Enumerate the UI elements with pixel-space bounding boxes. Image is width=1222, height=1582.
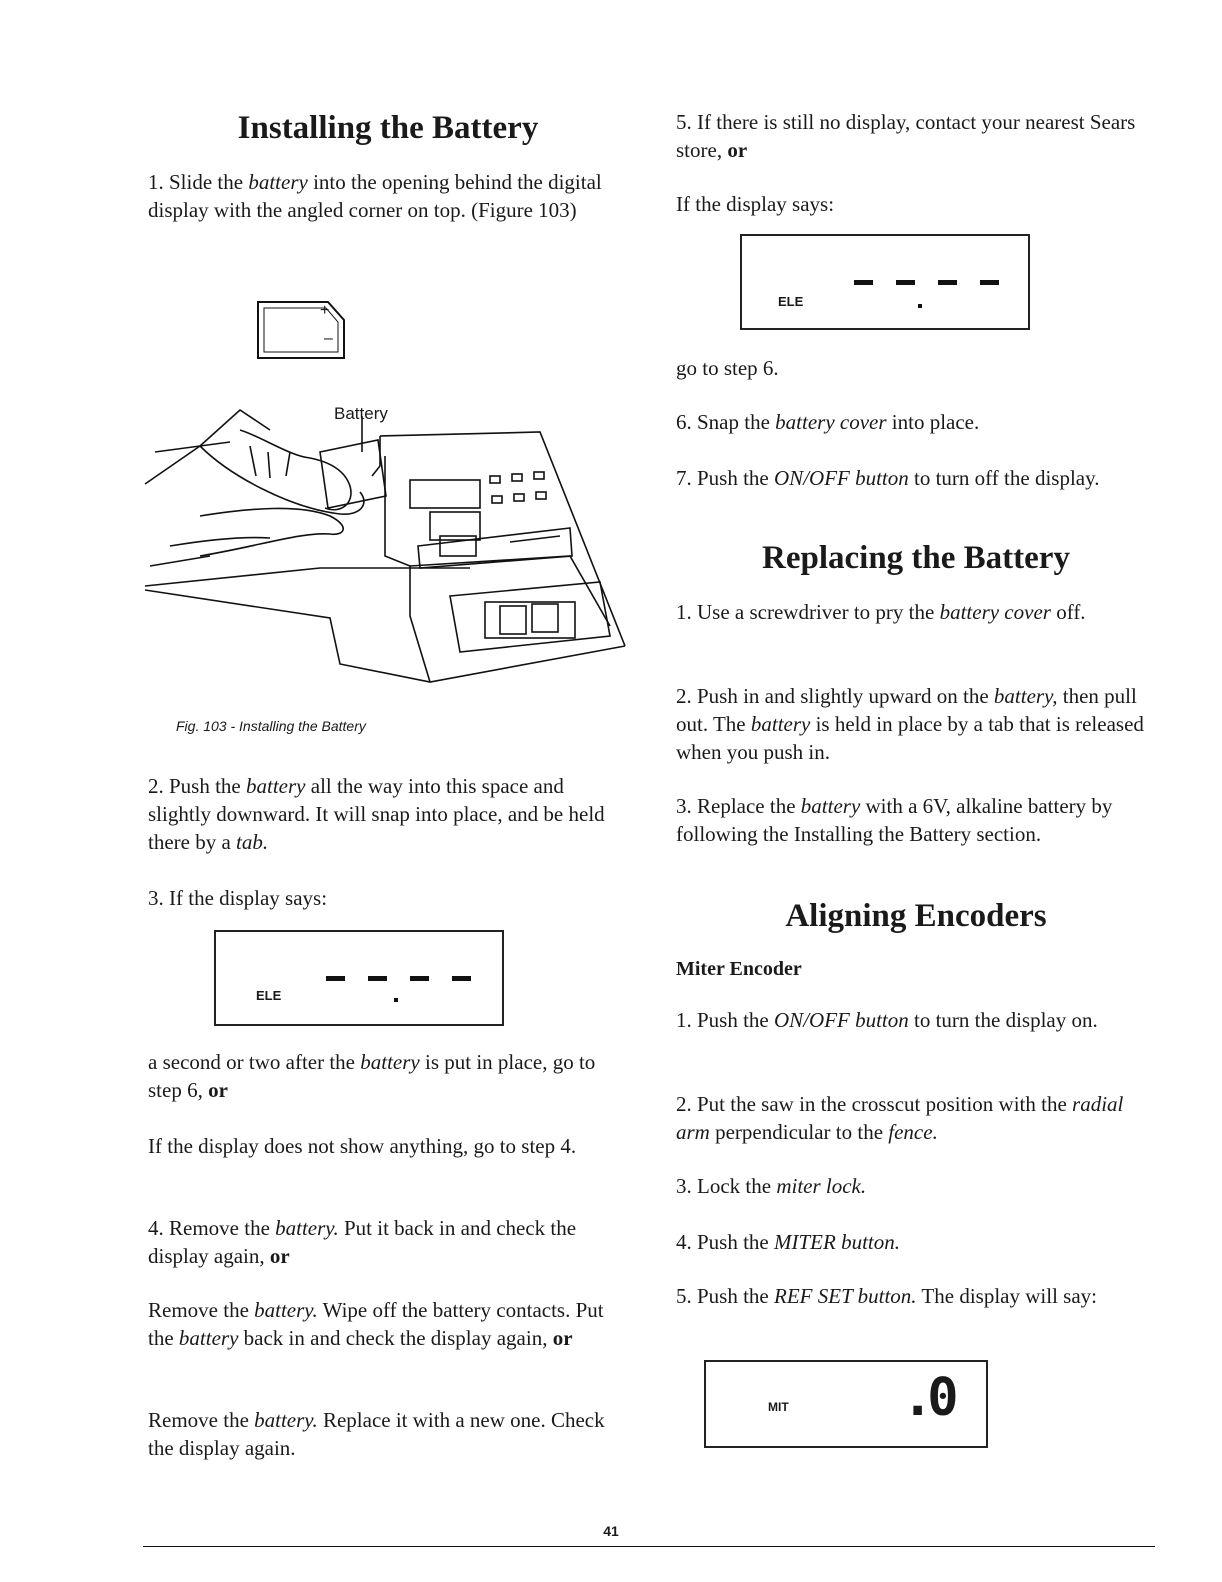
text-italic: battery <box>246 774 306 798</box>
text: with a 6V, alkaline battery by following the Installing the Battery section. <box>676 794 1113 846</box>
text: Remove the <box>148 1298 255 1322</box>
section-title-aligning: Aligning Encoders <box>785 898 1047 934</box>
lcd-mode-label: ELE <box>256 988 282 1003</box>
install-step-5 <box>676 108 1156 164</box>
text-bold: or <box>208 1078 228 1102</box>
after-insert-text <box>148 1048 620 1104</box>
replace-step-2 <box>676 682 1156 766</box>
align-step-2 <box>676 1090 1156 1146</box>
lcd-value: .0 <box>902 1368 953 1428</box>
text: into place. <box>886 410 980 434</box>
text: is held in place by a tab that is released when you push in. <box>676 712 1144 764</box>
battery-plus-label: + <box>320 302 330 319</box>
lcd-mode-label: MIT <box>768 1400 789 1414</box>
text: 7. Push the <box>676 466 775 490</box>
text: Wipe off the battery contacts. Put the <box>148 1298 604 1350</box>
text-bold: or <box>552 1326 573 1350</box>
text-bold: or <box>269 1244 290 1268</box>
text-italic: battery <box>360 1050 420 1074</box>
lcd-dash <box>368 976 387 981</box>
lcd-display-mit <box>704 1360 988 1448</box>
figure-103 <box>140 396 630 690</box>
remove-replace-text <box>148 1406 620 1462</box>
align-step-3 <box>676 1172 1156 1200</box>
lcd-dash <box>452 976 471 981</box>
text-bold: or <box>727 138 748 162</box>
text-italic: REF SET button. <box>774 1284 917 1308</box>
text-italic: battery <box>178 1326 239 1350</box>
install-step-2 <box>148 772 620 856</box>
text: into the opening behind the digital display with the angled corner on top. (Figure 103) <box>148 170 602 222</box>
section-title-replacing: Replacing the Battery <box>762 540 1070 576</box>
lcd-dash <box>938 280 957 285</box>
text: then pull out. The <box>676 684 1137 736</box>
battery-minus-label: – <box>324 330 333 347</box>
lcd-dash <box>980 280 999 285</box>
text-italic: fence. <box>888 1120 938 1144</box>
text: 2. Push in and slightly upward on the <box>676 684 994 708</box>
text: back in and check the display again, <box>238 1326 553 1350</box>
text: 6. Snap the <box>676 410 776 434</box>
text-italic: battery cover <box>775 410 887 434</box>
install-step-3: 3. If the display says: <box>148 886 328 910</box>
text: to turn the display on. <box>908 1008 1098 1032</box>
text: 5. If there is still no display, contact your nearest Sears store, <box>676 110 1136 162</box>
text-italic: radial arm <box>676 1092 1124 1144</box>
text: all the way into this space and slightly downward. It will snap into place, and be held there by a <box>148 774 605 854</box>
battery-icon <box>250 298 350 362</box>
lcd-display-ele-2 <box>740 234 1030 330</box>
lcd-display-ele <box>214 930 504 1026</box>
align-step-5 <box>676 1282 1156 1310</box>
lcd-dash <box>896 280 915 285</box>
battery-illustration <box>250 298 350 362</box>
text: 4. Push the <box>676 1230 775 1254</box>
text: is put in place, go to step 6, <box>148 1050 596 1102</box>
lcd-dash <box>326 976 345 981</box>
text-italic: miter lock. <box>776 1174 867 1198</box>
text-italic: MITER button. <box>774 1230 901 1254</box>
lcd-decimal-dot <box>394 998 398 1002</box>
text: Replace it with a new one. Check the display again. <box>148 1408 605 1460</box>
text: 1. Slide the <box>148 170 249 194</box>
text: to turn off the display. <box>908 466 1100 490</box>
section-title-installing: Installing the Battery <box>237 110 539 146</box>
install-step-7 <box>676 464 1156 492</box>
no-display-text: If the display does not show anything, go to step 4. <box>148 1134 577 1158</box>
text: perpendicular to the <box>709 1120 889 1144</box>
text: 1. Push the <box>676 1008 775 1032</box>
text-italic: battery. <box>275 1216 339 1240</box>
lcd-dash <box>410 976 429 981</box>
text: off. <box>1050 600 1086 624</box>
replace-step-3 <box>676 792 1156 848</box>
text-italic: tab. <box>236 830 269 854</box>
figure-caption: Fig. 103 - Installing the Battery <box>176 718 366 734</box>
text: 1. Use a screwdriver to pry the <box>676 600 940 624</box>
align-step-4 <box>676 1228 1156 1256</box>
text: 5. Push the <box>676 1284 775 1308</box>
text: Remove the <box>148 1408 255 1432</box>
text: The display will say: <box>916 1284 1097 1308</box>
figure-callout-battery: Battery <box>334 404 388 423</box>
text: 2. Push the <box>148 774 247 798</box>
install-step-1 <box>148 168 618 224</box>
text-italic: battery <box>750 712 811 736</box>
text: 3. Replace the <box>676 794 801 818</box>
goto-step-6: go to step 6. <box>676 356 779 380</box>
footer-divider <box>143 1546 1155 1547</box>
lcd-dash <box>854 280 873 285</box>
replace-step-1 <box>676 598 1156 626</box>
text-italic: battery. <box>254 1298 318 1322</box>
text: 2. Put the saw in the crosscut position with the <box>676 1092 1073 1116</box>
text-italic: battery, <box>993 684 1058 708</box>
text-italic: ON/OFF button <box>774 1008 909 1032</box>
subsection-miter-encoder: Miter Encoder <box>676 958 802 980</box>
text-italic: battery <box>800 794 861 818</box>
installing-battery-illustration <box>140 396 630 690</box>
text: Put it back in and check the display again, <box>148 1216 577 1268</box>
text: a second or two after the <box>148 1050 361 1074</box>
if-display-says: If the display says: <box>676 192 835 216</box>
text-italic: battery. <box>254 1408 318 1432</box>
text-italic: battery <box>248 170 308 194</box>
text: 3. Lock the <box>676 1174 777 1198</box>
lcd-mode-label: ELE <box>778 294 804 309</box>
text-italic: ON/OFF button <box>774 466 909 490</box>
install-step-6 <box>676 408 1156 436</box>
align-step-1 <box>676 1006 1156 1034</box>
install-step-4 <box>148 1214 620 1270</box>
text: 4. Remove the <box>148 1216 276 1240</box>
page-number: 41 <box>603 1523 619 1539</box>
remove-wipe-text <box>148 1296 620 1352</box>
lcd-decimal-dot <box>918 304 922 308</box>
text-italic: battery cover <box>939 600 1051 624</box>
